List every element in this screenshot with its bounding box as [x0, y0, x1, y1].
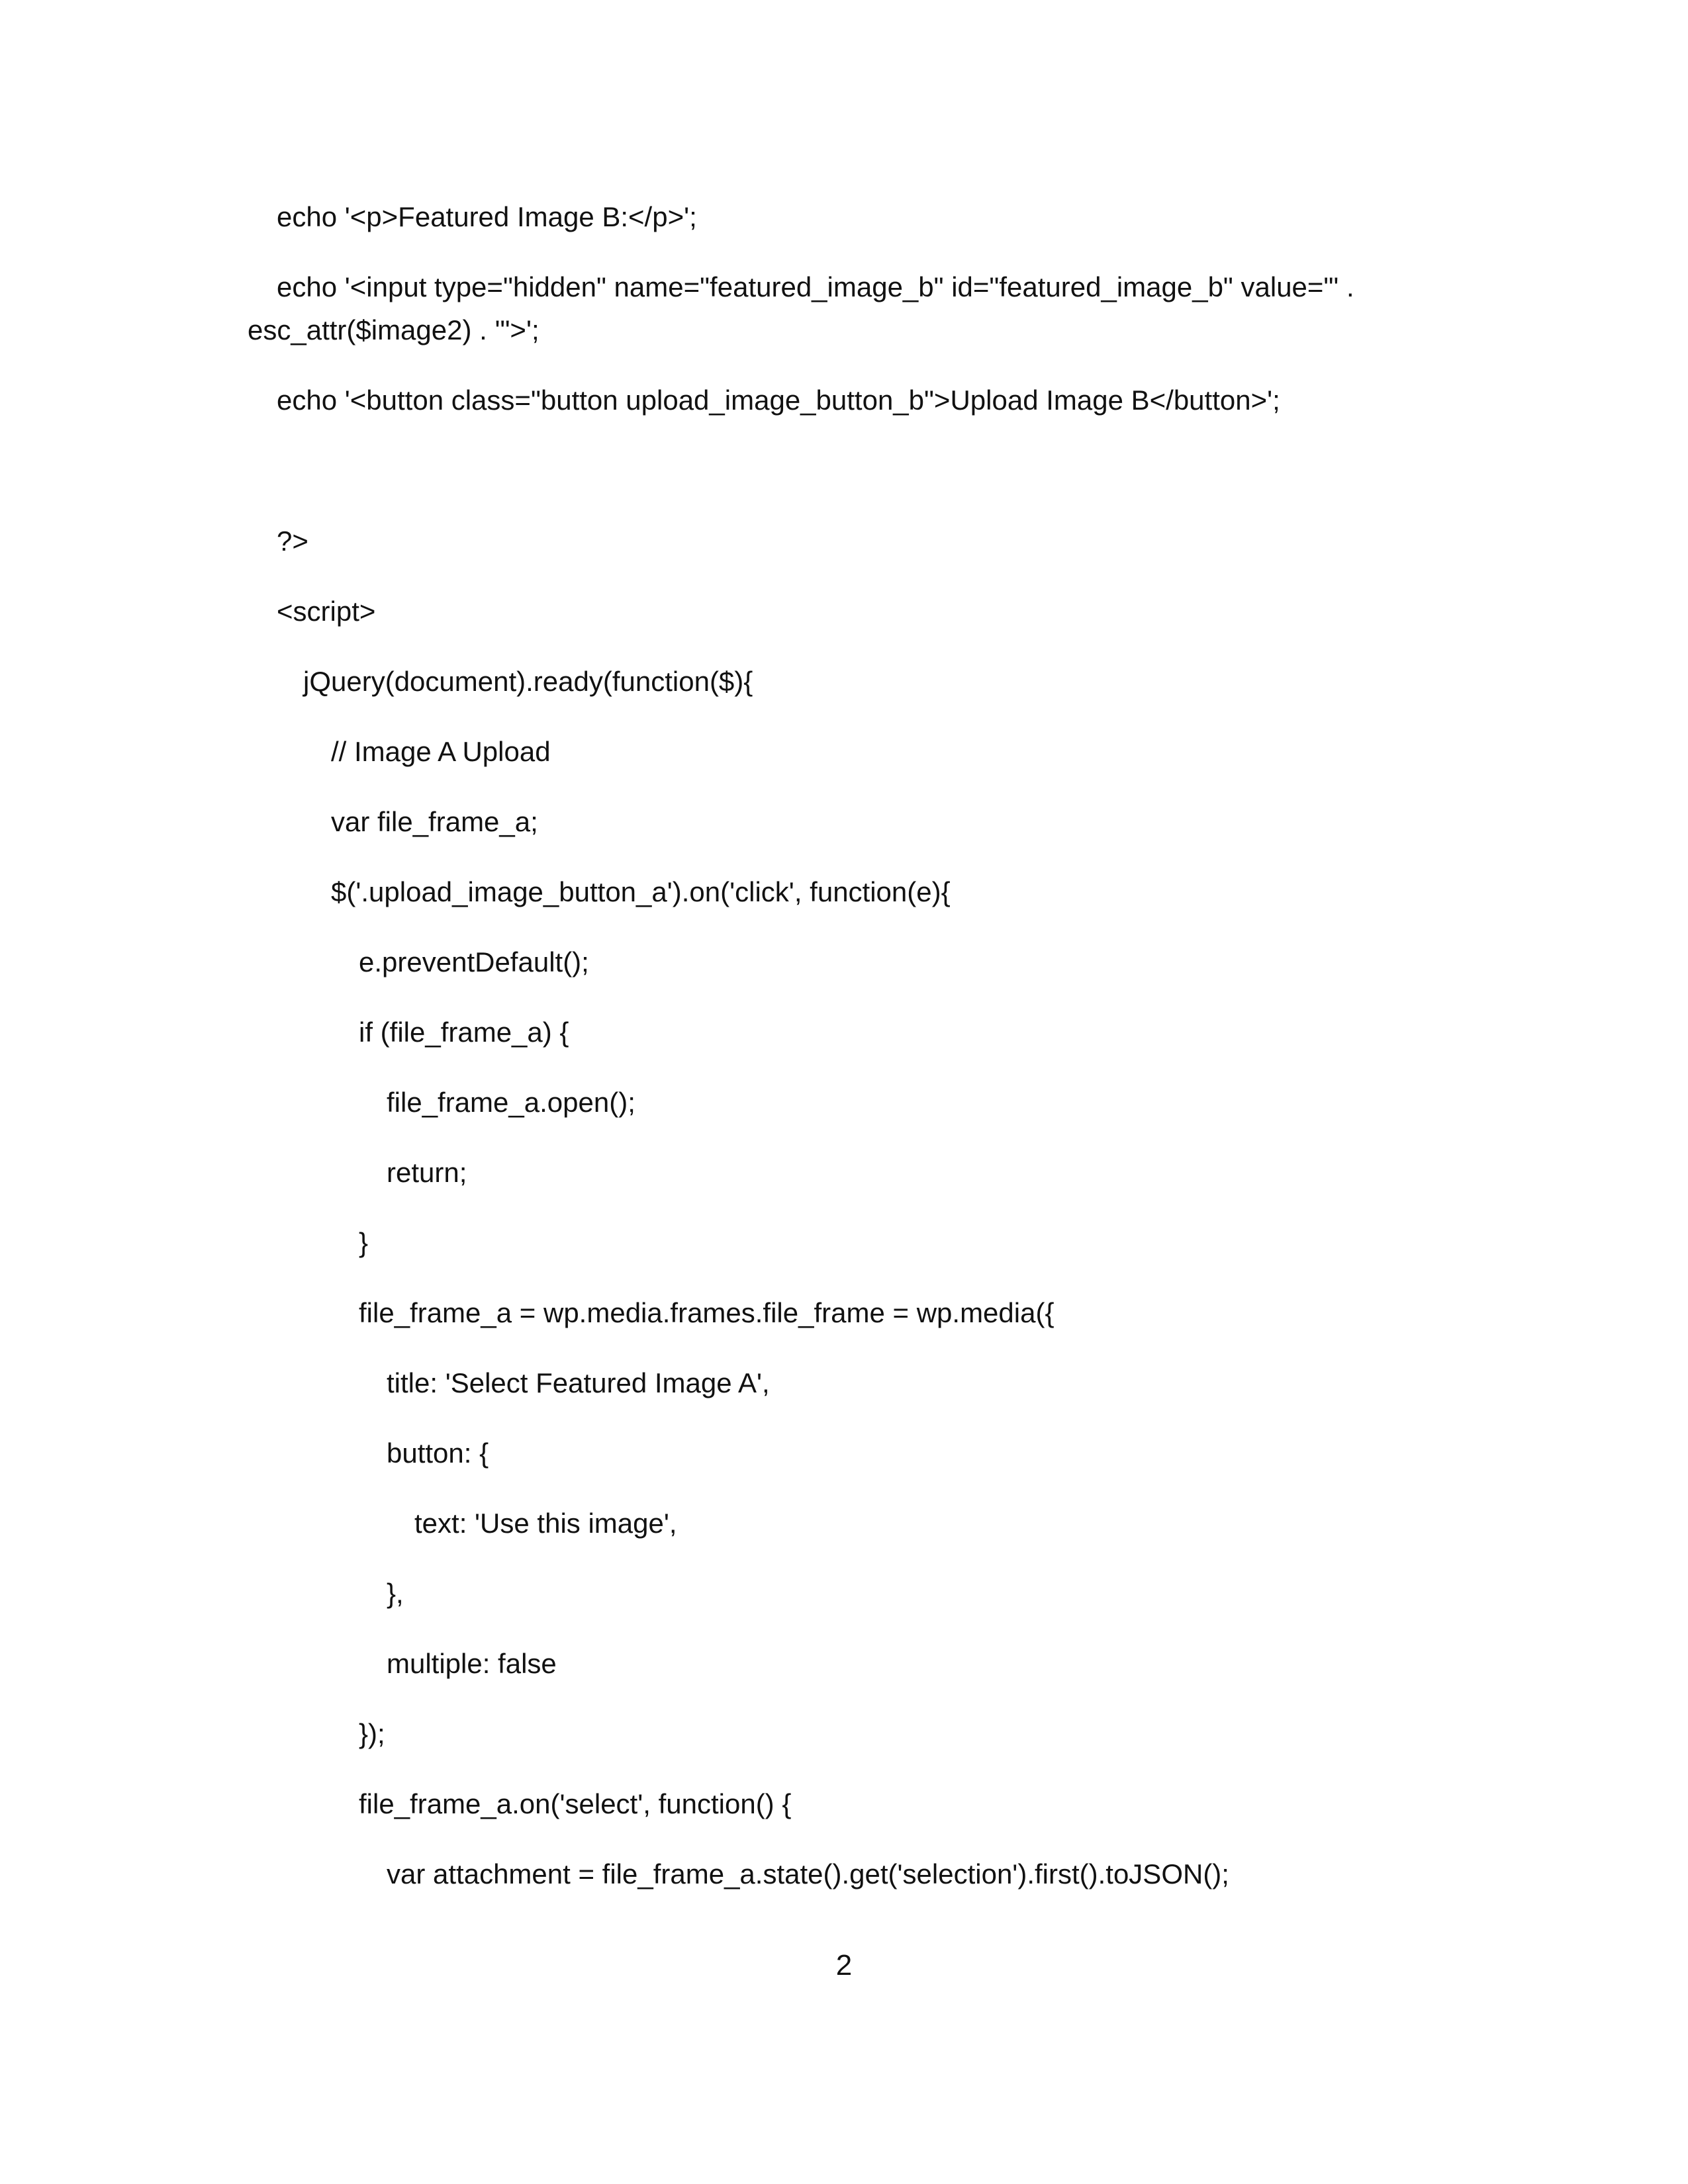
code-line: return;	[387, 1157, 467, 1188]
code-line: });	[359, 1718, 385, 1749]
code-line: text: 'Use this image',	[414, 1508, 677, 1539]
code-line: }	[359, 1227, 369, 1258]
code-line: e.preventDefault();	[359, 946, 589, 978]
code-line: file_frame_a.open();	[387, 1087, 635, 1118]
page-number: 2	[835, 1949, 853, 1981]
code-line: jQuery(document).ready(function($){	[303, 666, 753, 697]
code-line: ?>	[277, 525, 308, 557]
code-line: echo '<button class="button upload_image_button_b">Upload Image B</button>';	[277, 385, 1280, 416]
code-line: },	[387, 1578, 404, 1609]
code-line: if (file_frame_a) {	[359, 1017, 569, 1048]
code-line: multiple: false	[387, 1648, 557, 1679]
code-line: var file_frame_a;	[331, 806, 538, 837]
code-line: button: {	[387, 1437, 489, 1469]
code-line: // Image A Upload	[331, 736, 551, 767]
code-line: <script>	[277, 596, 376, 627]
code-line: title: 'Select Featured Image A',	[387, 1367, 770, 1398]
code-line: echo '<p>Featured Image B:</p>';	[277, 201, 697, 232]
code-line: var attachment = file_frame_a.state().get('selection').first().toJSON();	[387, 1858, 1229, 1889]
code-line: file_frame_a = wp.media.frames.file_frame = wp.media({	[359, 1297, 1055, 1328]
code-line: file_frame_a.on('select', function() {	[359, 1788, 792, 1819]
code-line: $('.upload_image_button_a').on('click', function(e){	[331, 876, 951, 907]
code-line: echo '<input type="hidden" name="featured_image_b" id="featured_image_b" value="' .	[277, 271, 1354, 302]
code-line: esc_attr($image2) . '">';	[248, 314, 539, 345]
